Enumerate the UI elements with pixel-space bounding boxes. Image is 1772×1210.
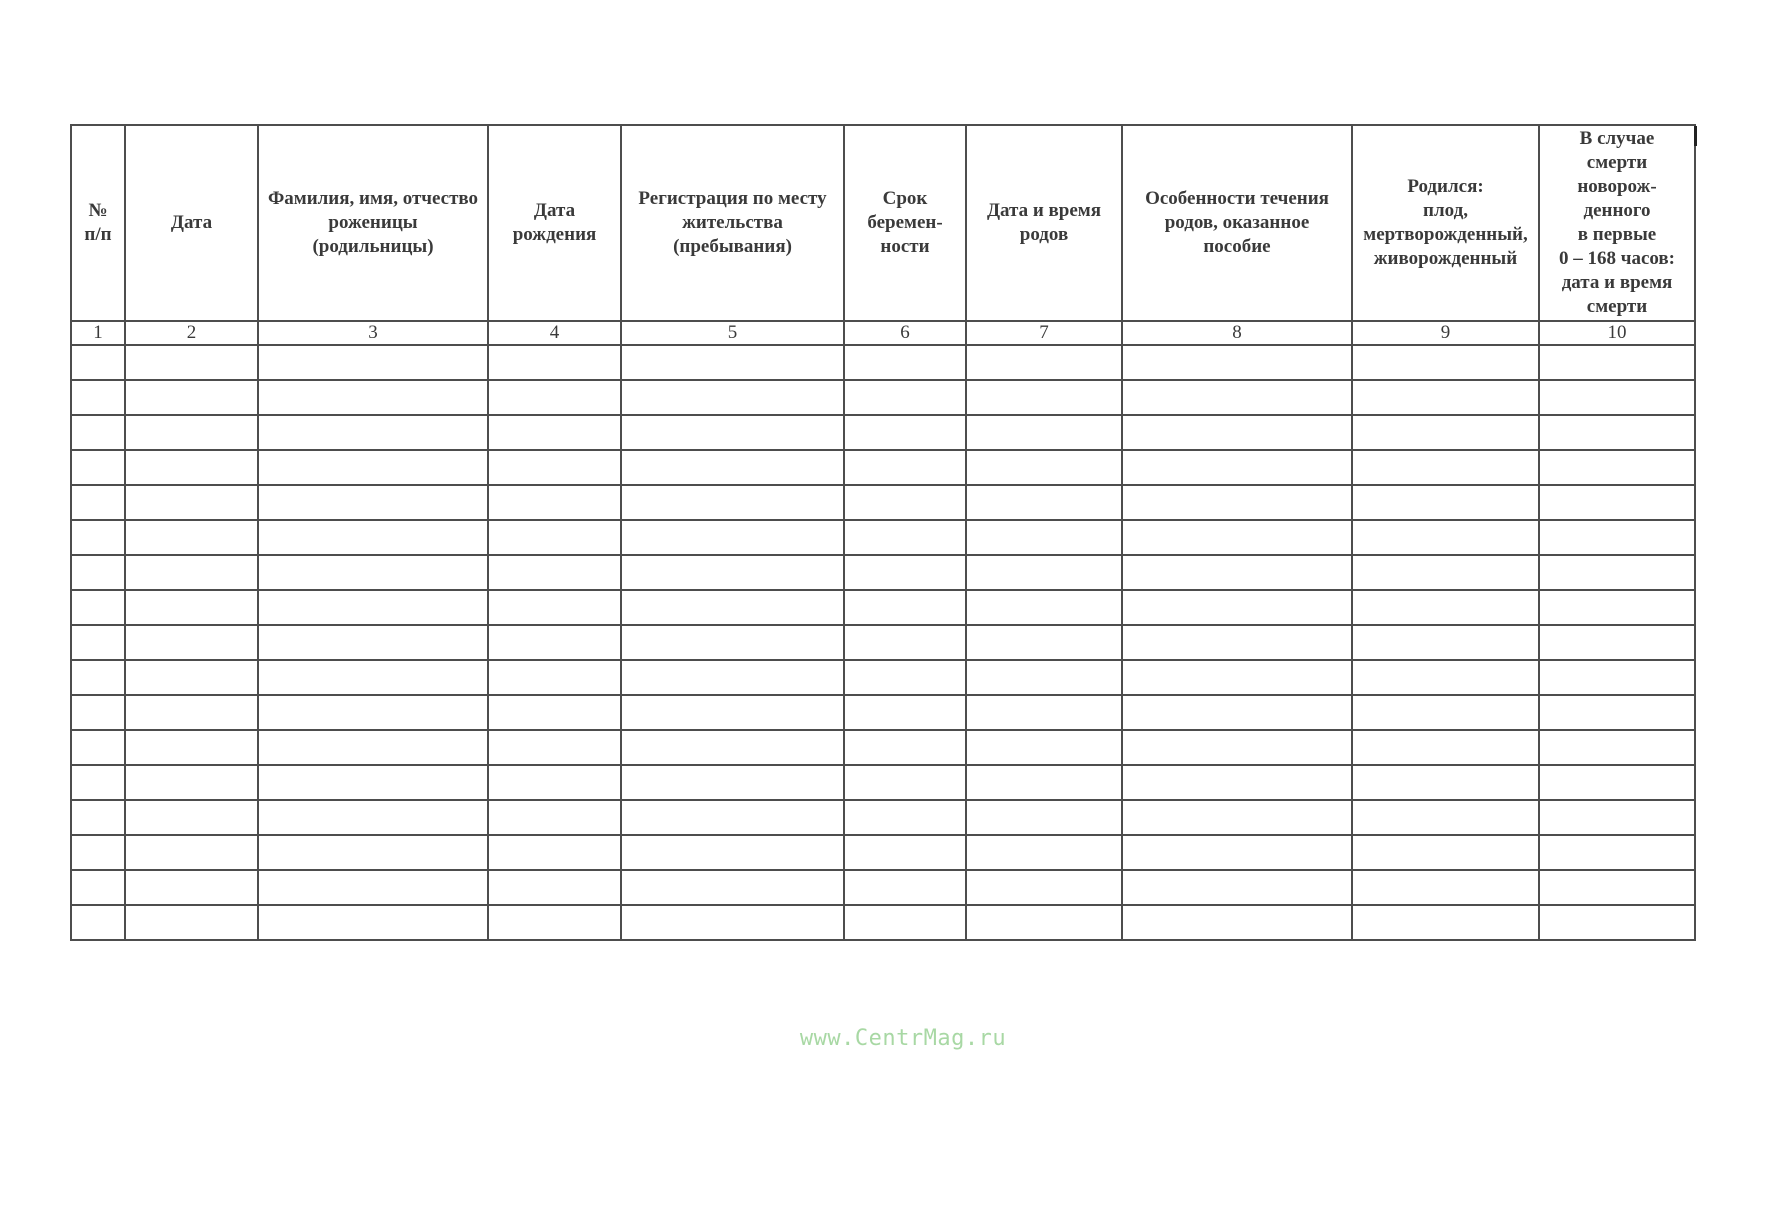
table-cell: [1539, 485, 1695, 520]
table-cell: [844, 485, 966, 520]
table-cell: [621, 905, 844, 940]
table-cell: [488, 765, 621, 800]
table-row: [71, 485, 1695, 520]
table-cell: [1352, 660, 1539, 695]
table-cell: [125, 450, 258, 485]
table-cell: [1352, 765, 1539, 800]
table-cell: [1122, 870, 1352, 905]
column-number-cell: 4: [488, 321, 621, 345]
table-cell: [1352, 800, 1539, 835]
table-cell: [844, 590, 966, 625]
table-cell: [1539, 450, 1695, 485]
table-cell: [844, 870, 966, 905]
table-cell: [966, 415, 1122, 450]
table-cell: [1122, 625, 1352, 660]
table-cell: [844, 625, 966, 660]
column-number-cell: 7: [966, 321, 1122, 345]
table-cell: [844, 730, 966, 765]
table-cell: [1122, 695, 1352, 730]
table-cell: [1352, 555, 1539, 590]
table-cell: [966, 555, 1122, 590]
table-cell: [621, 800, 844, 835]
table-cell: [125, 695, 258, 730]
table-cell: [488, 660, 621, 695]
table-row: [71, 345, 1695, 380]
table-cell: [621, 520, 844, 555]
table-cell: [488, 695, 621, 730]
table-cell: [966, 450, 1122, 485]
table-cell: [1539, 870, 1695, 905]
table-cell: [488, 730, 621, 765]
table-cell: [71, 415, 125, 450]
column-number-cell: 8: [1122, 321, 1352, 345]
header-cell-newborn-death: В случае смерти новорож- денного в первые 0 – 168 часов: дата и время смерти: [1539, 125, 1695, 321]
table-cell: [488, 485, 621, 520]
table-row: [71, 730, 1695, 765]
table-cell: [844, 555, 966, 590]
header-cell-delivery-datetime: Дата и время родов: [966, 125, 1122, 321]
table-cell: [1122, 800, 1352, 835]
table-cell: [71, 695, 125, 730]
header-cell-birth-date: Дата рождения: [488, 125, 621, 321]
table-cell: [125, 485, 258, 520]
table-row: [71, 415, 1695, 450]
entry-rows: [71, 345, 1695, 940]
table-cell: [621, 765, 844, 800]
table-cell: [621, 590, 844, 625]
table-cell: [621, 380, 844, 415]
table-cell: [966, 520, 1122, 555]
table-cell: [1539, 730, 1695, 765]
table-cell: [488, 870, 621, 905]
table-cell: [966, 870, 1122, 905]
table-cell: [258, 835, 488, 870]
table-cell: [258, 555, 488, 590]
table-cell: [258, 695, 488, 730]
table-cell: [488, 835, 621, 870]
table-cell: [621, 695, 844, 730]
table-cell: [125, 345, 258, 380]
header-cell-date: Дата: [125, 125, 258, 321]
table-cell: [966, 835, 1122, 870]
table-cell: [1352, 870, 1539, 905]
table-row: [71, 905, 1695, 940]
table-cell: [125, 625, 258, 660]
header-cell-registration: Регистрация по месту жительства (пребывания): [621, 125, 844, 321]
table-cell: [258, 800, 488, 835]
table-cell: [1539, 625, 1695, 660]
table-cell: [125, 415, 258, 450]
column-number-cell: 6: [844, 321, 966, 345]
table-cell: [621, 345, 844, 380]
table-row: [71, 590, 1695, 625]
table-cell: [1122, 555, 1352, 590]
table-cell: [125, 800, 258, 835]
table-cell: [621, 625, 844, 660]
table-cell: [71, 660, 125, 695]
table-cell: [1352, 450, 1539, 485]
table-cell: [1122, 660, 1352, 695]
table-cell: [1539, 835, 1695, 870]
table-cell: [71, 905, 125, 940]
table-cell: [621, 730, 844, 765]
table-cell: [258, 765, 488, 800]
table-cell: [488, 905, 621, 940]
table-cell: [844, 765, 966, 800]
table-cell: [488, 555, 621, 590]
table-cell: [621, 450, 844, 485]
table-cell: [1122, 345, 1352, 380]
table-cell: [125, 660, 258, 695]
table-cell: [125, 590, 258, 625]
table-cell: [1352, 415, 1539, 450]
table-cell: [71, 800, 125, 835]
table-cell: [71, 730, 125, 765]
table-row: [71, 380, 1695, 415]
table-cell: [125, 520, 258, 555]
table-cell: [1352, 485, 1539, 520]
table-cell: [1352, 730, 1539, 765]
table-cell: [621, 660, 844, 695]
table-cell: [844, 415, 966, 450]
table-cell: [1539, 345, 1695, 380]
table-cell: [1122, 415, 1352, 450]
table-cell: [258, 905, 488, 940]
table-cell: [1539, 380, 1695, 415]
table-cell: [71, 625, 125, 660]
table-cell: [1122, 730, 1352, 765]
table-cell: [488, 345, 621, 380]
table-cell: [1122, 590, 1352, 625]
table-cell: [71, 380, 125, 415]
table-cell: [258, 485, 488, 520]
table-cell: [258, 415, 488, 450]
table-cell: [488, 590, 621, 625]
table-cell: [1539, 765, 1695, 800]
table-cell: [1539, 905, 1695, 940]
table-cell: [1122, 520, 1352, 555]
table-cell: [1539, 800, 1695, 835]
table-cell: [258, 730, 488, 765]
table-row: [71, 625, 1695, 660]
header-cell-number: № п/п: [71, 125, 125, 321]
column-number-cell: 2: [125, 321, 258, 345]
table-cell: [966, 345, 1122, 380]
table-row: [71, 555, 1695, 590]
table-cell: [1122, 905, 1352, 940]
table-row: [71, 695, 1695, 730]
table-cell: [1122, 765, 1352, 800]
table-cell: [844, 345, 966, 380]
table-cell: [125, 765, 258, 800]
text-cursor-mark: [1694, 126, 1697, 146]
header-cell-full-name: Фамилия, имя, отчество роженицы (родильницы): [258, 125, 488, 321]
table-cell: [258, 660, 488, 695]
table-cell: [1122, 380, 1352, 415]
table-cell: [71, 835, 125, 870]
table-cell: [258, 520, 488, 555]
table-cell: [1539, 415, 1695, 450]
table-cell: [844, 905, 966, 940]
table-cell: [966, 625, 1122, 660]
table-cell: [1352, 345, 1539, 380]
table-cell: [258, 380, 488, 415]
table-cell: [966, 730, 1122, 765]
watermark: www.CentrMag.ru: [799, 1026, 1007, 1051]
table-cell: [1352, 590, 1539, 625]
table-cell: [488, 415, 621, 450]
table-cell: [966, 905, 1122, 940]
table-cell: [844, 835, 966, 870]
table-cell: [71, 485, 125, 520]
table-row: [71, 800, 1695, 835]
table-cell: [1352, 625, 1539, 660]
header-row: [71, 125, 1695, 321]
table-cell: [966, 695, 1122, 730]
table-cell: [621, 485, 844, 520]
table-cell: [1352, 380, 1539, 415]
table-cell: [966, 590, 1122, 625]
table-cell: [488, 380, 621, 415]
table-cell: [1352, 905, 1539, 940]
table-row: [71, 765, 1695, 800]
column-number-cell: 9: [1352, 321, 1539, 345]
header-cell-delivery-features: Особенности течения родов, оказанное пособие: [1122, 125, 1352, 321]
table-cell: [488, 625, 621, 660]
table-cell: [1539, 695, 1695, 730]
table-cell: [1352, 520, 1539, 555]
table-cell: [1539, 590, 1695, 625]
table-cell: [125, 555, 258, 590]
table-cell: [258, 870, 488, 905]
table-cell: [488, 520, 621, 555]
column-number-cell: 1: [71, 321, 125, 345]
column-number-cell: 10: [1539, 321, 1695, 345]
table-row: [71, 450, 1695, 485]
table-cell: [844, 450, 966, 485]
table-cell: [966, 800, 1122, 835]
table-cell: [258, 345, 488, 380]
table-cell: [488, 800, 621, 835]
table-cell: [71, 555, 125, 590]
table-cell: [621, 870, 844, 905]
table-row: [71, 520, 1695, 555]
table-cell: [125, 380, 258, 415]
table-cell: [1122, 835, 1352, 870]
table-row: [71, 660, 1695, 695]
column-number-cell: 5: [621, 321, 844, 345]
register-form: [70, 124, 1694, 941]
register-table: [70, 124, 1696, 941]
table-cell: [1539, 520, 1695, 555]
table-cell: [966, 380, 1122, 415]
header-cell-pregnancy-term: Срок беремен- ности: [844, 125, 966, 321]
table-cell: [71, 765, 125, 800]
table-cell: [844, 800, 966, 835]
table-cell: [125, 905, 258, 940]
table-cell: [1539, 555, 1695, 590]
table-cell: [71, 520, 125, 555]
table-cell: [71, 590, 125, 625]
table-row: [71, 835, 1695, 870]
table-cell: [1352, 835, 1539, 870]
table-cell: [966, 765, 1122, 800]
header-cell-birth-outcome: Родился: плод, мертворожденный, живорожденный: [1352, 125, 1539, 321]
table-cell: [621, 835, 844, 870]
table-cell: [258, 450, 488, 485]
table-row: [71, 870, 1695, 905]
table-cell: [844, 660, 966, 695]
table-cell: [71, 345, 125, 380]
table-cell: [844, 695, 966, 730]
table-cell: [621, 555, 844, 590]
table-cell: [125, 870, 258, 905]
table-cell: [1539, 660, 1695, 695]
table-cell: [966, 660, 1122, 695]
table-cell: [258, 590, 488, 625]
table-cell: [966, 485, 1122, 520]
table-cell: [71, 870, 125, 905]
table-cell: [125, 730, 258, 765]
table-cell: [844, 380, 966, 415]
table-cell: [71, 450, 125, 485]
table-cell: [125, 835, 258, 870]
table-cell: [1352, 695, 1539, 730]
column-number-cell: 3: [258, 321, 488, 345]
table-cell: [1122, 485, 1352, 520]
table-cell: [844, 520, 966, 555]
table-cell: [488, 450, 621, 485]
column-number-row: [71, 321, 1695, 345]
table-cell: [1122, 450, 1352, 485]
table-cell: [621, 415, 844, 450]
table-cell: [258, 625, 488, 660]
